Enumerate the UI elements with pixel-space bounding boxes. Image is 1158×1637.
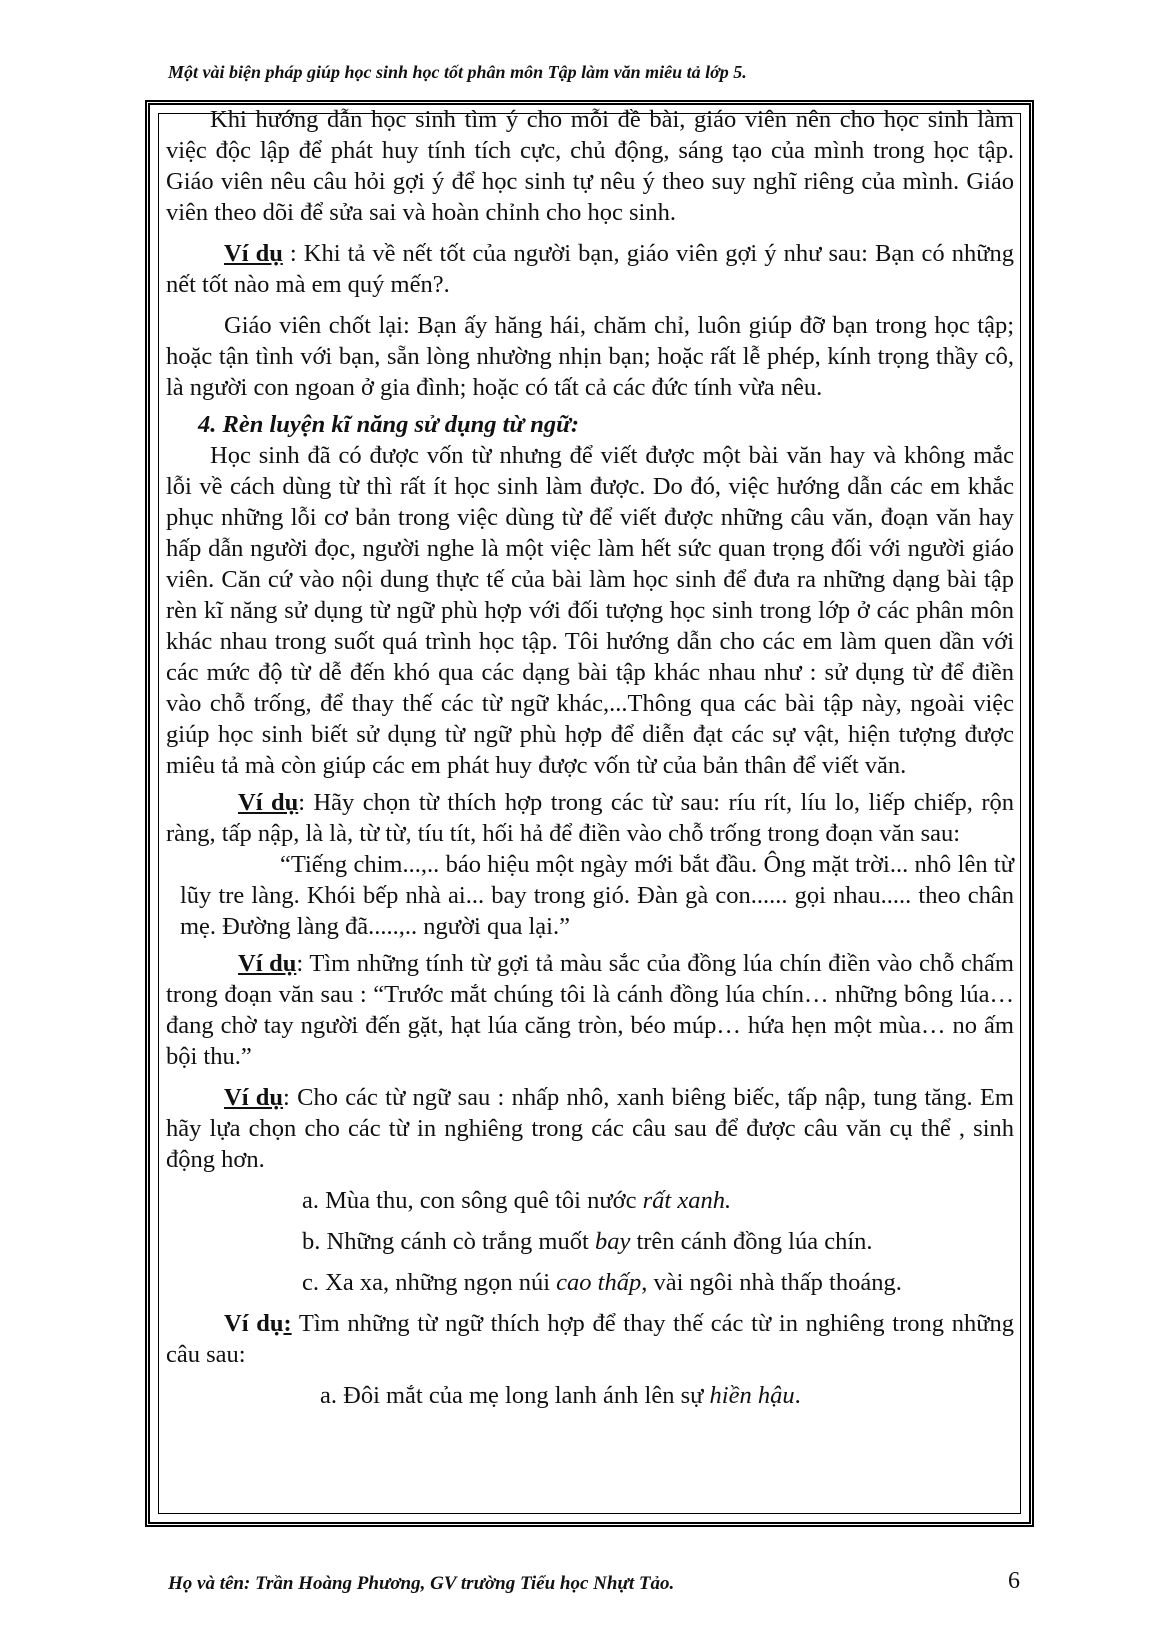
example-label: Ví dụ	[224, 240, 283, 267]
example-label: Ví dụ	[238, 950, 297, 977]
section-heading: 4. Rèn luyện kĩ năng sử dụng từ ngữ:	[198, 411, 579, 438]
paragraph-idea-finding: Khi hướng dẫn học sinh tìm ý cho mỗi đề bài, giáo viên nên cho học sinh làm việc độc lập để phát huy tính tích cực, chủ động, sáng tạo của mình trong học tập. Giáo viên nêu câu hỏi gợi ý để học sinh tự nêu ý theo suy nghĩ riêng của mình. Giáo viên theo dõi để sửa sai và hoàn chỉnh cho học sinh.	[166, 106, 1014, 226]
example-text: : Hãy chọn từ thích hợp trong các từ sau: ríu rít, líu lo, liếp chiếp, rộn ràng, tấp nập, là là, từ từ, tíu tít, hối hả để điền vào chỗ trống trong đoạn văn sau:	[166, 789, 1014, 847]
paragraph-teacher-summary: Giáo viên chốt lại: Bạn ấy hăng hái, chăm chỉ, luôn giúp đỡ bạn trong học tập; hoặc tận tình với bạn, sẵn lòng nhường nhịn bạn; hoặc rất lễ phép, kính trọng thầy cô, là người con ngoan ở gia đình; hoặc có tất cả các đức tính vừa nêu.	[166, 312, 1014, 401]
example-text: : Khi tả về nết tốt của người bạn, giáo viên gợi ý như sau: Bạn có những nết tốt nào mà em quý mến?.	[166, 240, 1014, 298]
example-4-item-a: a. Mùa thu, con sông quê tôi nước rất xanh.	[302, 1187, 732, 1214]
example-label: Ví dụ	[238, 789, 299, 816]
example-5-item-a: a. Đôi mắt của mẹ long lanh ánh lên sự hiền hậu.	[320, 1382, 801, 1409]
example-colon: :	[283, 1310, 292, 1337]
example-label: Ví dụ	[224, 1310, 284, 1337]
example-4-item-c: c. Xa xa, những ngọn núi cao thấp, vài ngôi nhà thấp thoáng.	[302, 1269, 902, 1296]
example-2-quote: “Tiếng chim...,.. báo hiệu một ngày mới bắt đầu. Ông mặt trời... nhô lên từ lũy tre làng. Khói bếp nhà ai... bay trong gió. Đàn gà con...... gọi nhau..... theo chân mẹ. Đường làng đã.....,.. người qua lại.”	[180, 851, 1014, 940]
example-5	[166, 1308, 1014, 1370]
example-text: : Cho các từ ngữ sau : nhấp nhô, xanh biêng biếc, tấp nập, tung tăng. Em hãy lựa chọn cho các từ in nghiêng trong các câu sau để được câu văn cụ thể , sinh động hơn.	[166, 1084, 1014, 1173]
example-text: Tìm những từ ngữ thích hợp để thay thế các từ in nghiêng trong những câu sau:	[166, 1310, 1014, 1368]
example-4	[166, 1082, 1014, 1175]
example-1	[166, 238, 1014, 300]
document-body	[166, 104, 1014, 1411]
page-footer: Họ và tên: Trần Hoàng Phương, GV trường Tiểu học Nhựt Tảo.	[168, 1573, 675, 1594]
example-3	[166, 948, 1014, 1072]
page-number: 6	[1008, 1568, 1020, 1594]
example-2	[166, 787, 1014, 849]
paragraph-vocabulary-skills: Học sinh đã có được vốn từ nhưng để viết được một bài văn hay và không mắc lỗi về cách dùng từ thì rất ít học sinh làm được. Do đó, việc hướng dẫn các em khắc phục những lỗi cơ bản trong việc dùng từ để viết được những câu văn, đoạn văn hay hấp dẫn người đọc, người nghe là một việc làm hết sức quan trọng đối với người giáo viên. Căn cứ vào nội dung thực tế của bài làm học sinh để đưa ra những dạng bài tập rèn kĩ năng sử dụng từ ngữ phù hợp với đối tượng học sinh trong lớp ở các phân môn khác nhau trong suốt quá trình học tập. Tôi hướng dẫn cho các em làm quen dần với các mức độ từ dễ đến khó qua các dạng bài tập khác nhau như : sử dụng từ để điền vào chỗ trống, để thay thế các từ ngữ khác,...Thông qua các bài tập này, ngoài việc giúp học sinh biết sử dụng từ ngữ phù hợp để diễn đạt các sự vật, hiện tượng được miêu tả mà còn giúp các em phát huy được vốn từ của bản thân để viết văn.	[166, 442, 1014, 779]
example-text: : Tìm những tính từ gợi tả màu sắc của đồng lúa chín điền vào chỗ chấm trong đoạn văn sau : “Trước mắt chúng tôi là cánh đồng lúa chín… những bông lúa… đang chờ tay người đến gặt, hạt lúa căng tròn, béo múp… hứa hẹn một mùa… no ấm bội thu.”	[166, 950, 1014, 1070]
page-header: Một vài biện pháp giúp học sinh học tốt phân môn Tập làm văn miêu tả lớp 5.	[168, 62, 747, 82]
example-label: Ví dụ	[224, 1084, 284, 1111]
example-4-item-b: b. Những cánh cò trắng muốt bay trên cánh đồng lúa chín.	[302, 1228, 873, 1255]
